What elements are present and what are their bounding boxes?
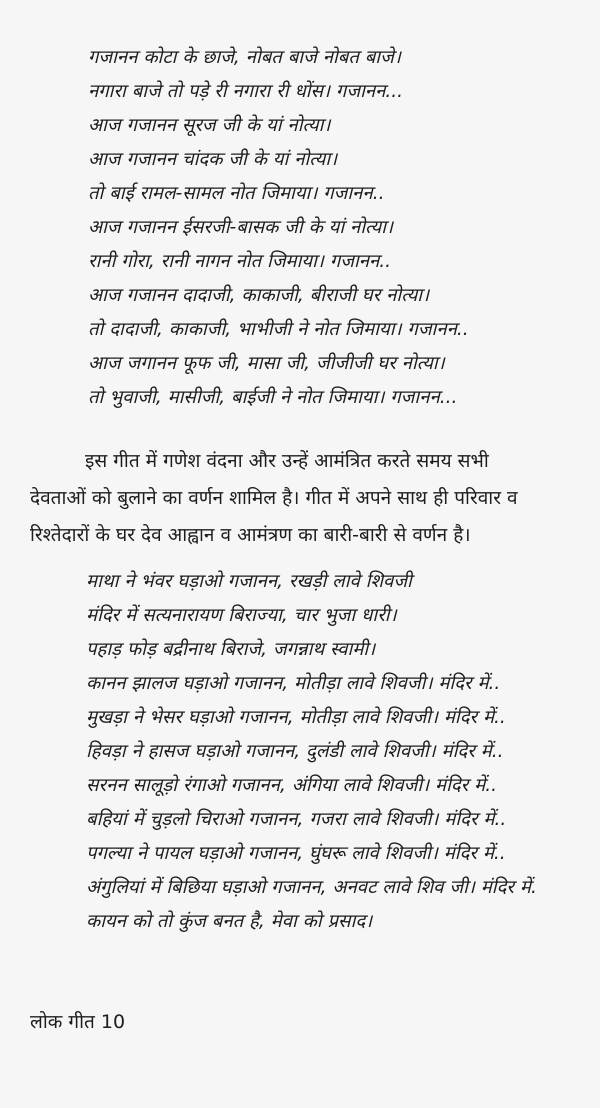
- verse-line: गजानन कोटा के छाजे, नोबत बाजे नोबत बाजे।: [88, 47, 401, 68]
- verse-line: आज गजानन दादाजी, काकाजी, बीराजी घर नोत्या।: [88, 285, 430, 306]
- song-stanza-1: [88, 41, 588, 415]
- page-number: 10: [100, 1011, 126, 1033]
- verse-line: आज गजानन सूरज जी के यां नोत्या।: [88, 115, 331, 136]
- page-footer: [30, 1008, 125, 1034]
- verse-line: पगल्या ने पायल घड़ाओ गजानन, घुंघरू लावे शिवजी। मंदिर में..: [86, 843, 506, 864]
- verse-line: माथा ने भंवर घड़ाओ गजानन, रखड़ी लावे शिवजी: [86, 571, 412, 592]
- verse-line: अंगुलियां में बिछिया घड़ाओ गजानन, अनवट लावे शिव जी। मंदिर में.: [86, 877, 537, 898]
- verse-line: सरनन सालूड़ो रंगाओ गजानन, अंगिया लावे शिवजी। मंदिर में..: [86, 775, 497, 796]
- verse-line: कानन झालज घड़ाओ गजानन, मोतीड़ा लावे शिवजी। मंदिर में..: [86, 673, 501, 694]
- footer-title: लोक गीत: [30, 1011, 95, 1033]
- paragraph-line: रिश्तेदारों के घर देव आह्वान व आमंत्रण का बारी-बारी से वर्णन है।: [30, 524, 471, 546]
- verse-line: आज गजानन चांदक जी के यां नोत्या।: [88, 149, 338, 170]
- verse-line: आज जगानन फूफ जी, मासा जी, जीजीजी घर नोत्या।: [88, 353, 445, 374]
- verse-line: तो दादाजी, काकाजी, भाभीजी ने नोत जिमाया। गजानन..: [88, 319, 469, 340]
- verse-line: तो बाई रामल-सामल नोत जिमाया। गजानन..: [88, 183, 385, 204]
- verse-line: कायन को तो कुंज बनत है, मेवा को प्रसाद।: [86, 911, 373, 932]
- verse-line: मंदिर में सत्यनारायण बिराज्या, चार भुजा धारी।: [86, 605, 397, 626]
- commentary-paragraph: [30, 443, 578, 554]
- song-stanza-2: [86, 565, 586, 939]
- verse-line: पहाड़ फोड़ बद्रीनाथ बिराजे, जगन्नाथ स्वामी।: [86, 639, 376, 660]
- verse-line: रानी गोरा, रानी नागन नोत जिमाया। गजानन..: [88, 251, 392, 272]
- verse-line: मुखड़ा ने भेसर घड़ाओ गजानन, मोतीड़ा लावे शिवजी। मंदिर में..: [86, 707, 506, 728]
- verse-line: तो भुवाजी, मासीजी, बाईजी ने नोत जिमाया। गजानन...: [88, 387, 458, 408]
- verse-line: आज गजानन ईसरजी-बासक जी के यां नोत्या।: [88, 217, 394, 238]
- paragraph-line: देवताओं को बुलाने का वर्णन शामिल है। गीत में अपने साथ ही परिवार व: [30, 487, 518, 509]
- verse-line: बहियां में चुड़लो चिराओ गजानन, गजरा लावे शिवजी। मंदिर में..: [86, 809, 507, 830]
- verse-line: नगारा बाजे तो पड़े री नगारा री धोंस। गजानन...: [88, 81, 404, 102]
- paragraph-line: इस गीत में गणेश वंदना और उन्हें आमंत्रित करते समय सभी: [85, 450, 489, 472]
- verse-line: हिवड़ा ने हासज घड़ाओ गजानन, दुलंडी लावे शिवजी। मंदिर में..: [86, 741, 504, 762]
